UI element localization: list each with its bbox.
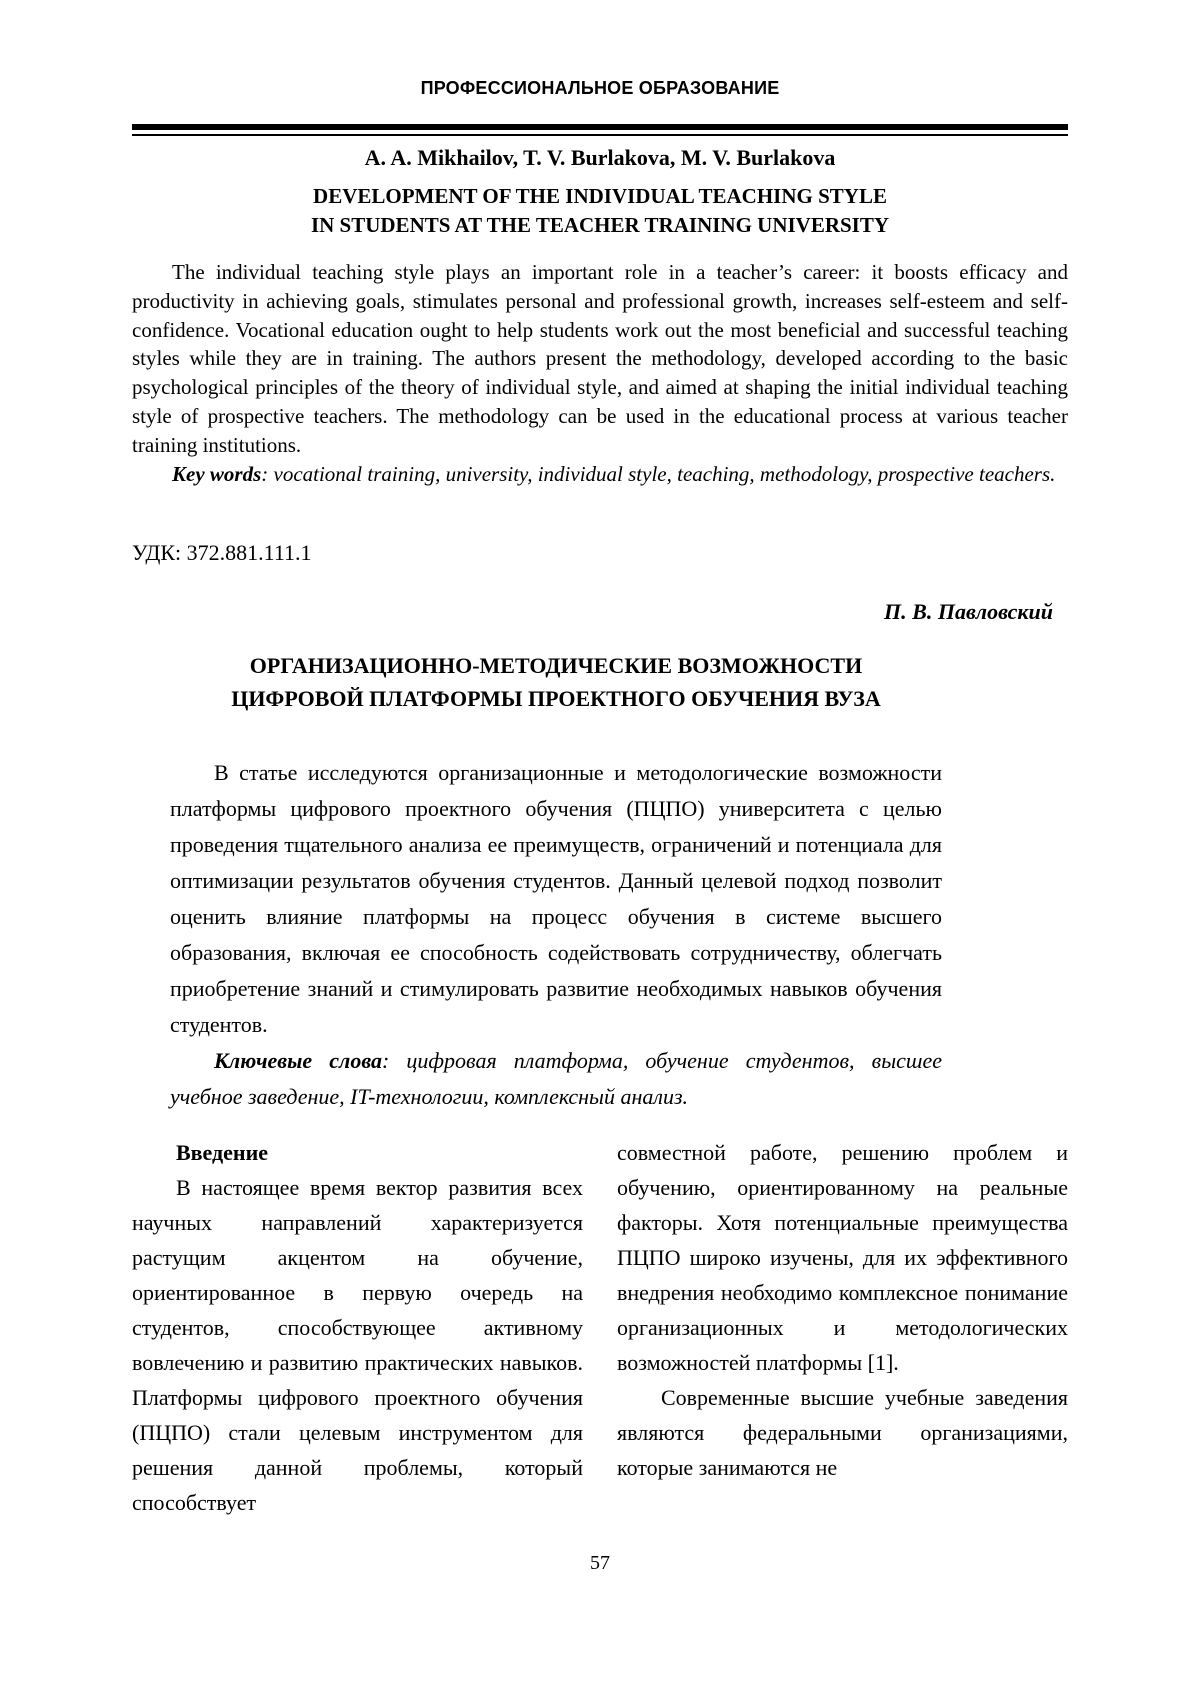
article-ru-keywords-label: Ключевые слова (214, 1048, 382, 1074)
header-rule-thick (132, 124, 1068, 130)
section-heading-introduction: Введение (176, 1140, 269, 1166)
article-ru-title (170, 649, 942, 715)
article-ru-block (132, 649, 1068, 1115)
article-en-keywords (132, 460, 1068, 489)
article-en-title-line1: DEVELOPMENT OF THE INDIVIDUAL TEACHING STYLE (313, 184, 887, 208)
article-en-title (132, 182, 1068, 240)
column-left (132, 1135, 583, 1520)
article-ru-title-line2: ЦИФРОВОЙ ПЛАТФОРМЫ ПРОЕКТНОГО ОБУЧЕНИЯ ВУЗА (231, 686, 881, 712)
article-ru-keywords (170, 1043, 942, 1115)
article-en-abstract: The individual teaching style plays an important role in a teacher’s career: it boosts efficacy and productivity in achieving goals, stimulates personal and professional growth, increases self-esteem and self-confidence. Vocational education ought to help students work out the most beneficial and successful teaching styles while they are in training. The authors present the methodology, developed according to the basic psychological principles of the theory of individual style, and aimed at shaping the initial individual teaching style of prospective teachers. The methodology can be used in the educational process at various teacher training institutions. (132, 260, 1068, 457)
page-number: 57 (590, 1552, 610, 1574)
article-en-keywords-label: Key words (172, 461, 262, 486)
header-rule (132, 124, 1068, 136)
column-right (617, 1135, 1068, 1520)
article-ru-title-line1: ОРГАНИЗАЦИОННО-МЕТОДИЧЕСКИЕ ВОЗМОЖНОСТИ (249, 653, 863, 679)
column-right-paragraph-2: Современные высшие учебные заведения являются федеральными организациями, которые занимаются не (617, 1385, 1068, 1481)
article-ru-author: П. В. Павловский (884, 599, 1053, 625)
article-en-title-line2: IN STUDENTS AT THE TEACHER TRAINING UNIVERSITY (310, 213, 890, 237)
article-ru-annotation: В статье исследуются организационные и методологические возможности платформы цифрового проектного обучения (ПЦПО) университета с целью проведения тщательного анализа ее преимуществ, ограничений и потенциала для оптимизации результатов обучения студентов. Данный целевой подход позволит оценить влияние платформы на процесс обучения в системе высшего образования, включая ее способность содействовать сотрудничеству, облегчать приобретение знаний и стимулировать развитие необходимых навыков обучения студентов. (170, 760, 942, 1038)
running-head: ПРОФЕССИОНАЛЬНОЕ ОБРАЗОВАНИЕ (420, 78, 780, 98)
header-rule-thin (132, 134, 1068, 136)
article-ru-keywords-text: : цифровая платформа, обучение студентов, высшее учебное заведение, IT-технологии, комплексный анализ. (170, 1048, 942, 1110)
article-en-keywords-text: : vocational training, university, individual style, teaching, methodology, prospective teachers. (261, 461, 1056, 486)
two-column-body (132, 1135, 1068, 1520)
udc-code: УДК: 372.881.111.1 (132, 540, 312, 566)
column-left-paragraph: В настоящее время вектор развития всех научных направлений характеризуется растущим акцентом на обучение, ориентированное в первую очередь на студентов, способствующее активному вовлечению и развитию практических навыков. Платформы цифрового проектного обучения (ПЦПО) стали целевым инструментом для решения данной проблемы, который способствует (132, 1175, 583, 1516)
article-en-authors: A. A. Mikhailov, T. V. Burlakova, M. V. Burlakova (364, 145, 836, 170)
column-right-paragraph-1: совместной работе, решению проблем и обучению, ориентированному на реальные факторы. Хотя потенциальные преимущества ПЦПО широко изучены, для их эффективного внедрения необходимо комплексное понимание организационных и методологических возможностей платформы [1]. (617, 1140, 1068, 1376)
